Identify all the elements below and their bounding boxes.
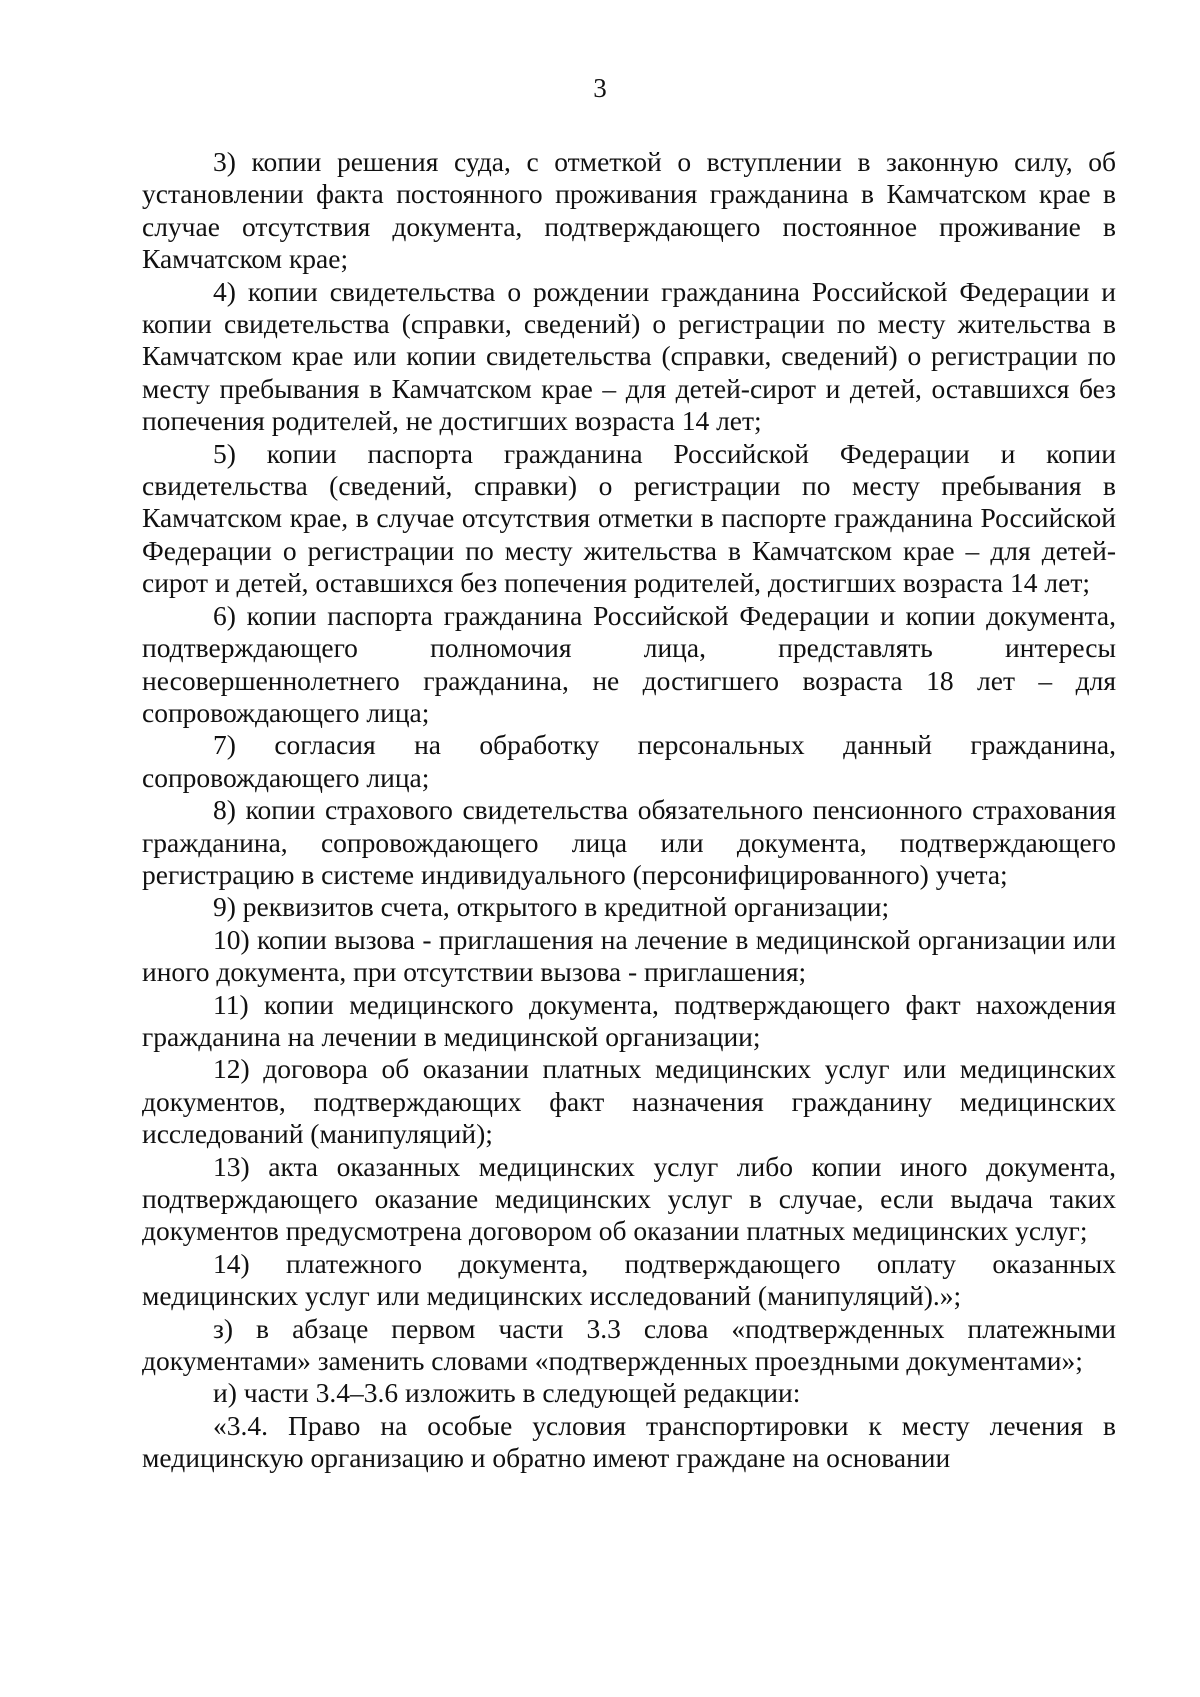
- amendment-paragraph-z: з) в абзаце первом части 3.3 слова «подтвержденных платежными документами» заменить словами «подтвержденных проездными документами»;: [142, 1312, 1116, 1377]
- paragraph-item-14: 14) платежного документа, подтверждающего оплату оказанных медицинских услуг или медицинских исследований (манипуляций).»;: [142, 1247, 1116, 1312]
- paragraph-item-13: 13) акта оказанных медицинских услуг либо копии иного документа, подтверждающего оказание медицинских услуг в случае, если выдача таких документов предусмотрена договором об оказании платных медицинских услуг;: [142, 1150, 1116, 1247]
- paragraph-item-4: 4) копии свидетельства о рождении гражданина Российской Федерации и копии свидетельства (справки, сведений) о регистрации по месту жительства в Камчатском крае или копии свидетельства (справки, сведений) о регистрации по месту пребывания в Камчатском крае – для детей-сирот и детей, оставшихся без попечения родителей, не достигших возраста 14 лет;: [142, 275, 1116, 437]
- amendment-paragraph-i: и) части 3.4–3.6 изложить в следующей редакции:: [213, 1377, 801, 1409]
- paragraph-item-10: 10) копии вызова - приглашения на лечение в медицинской организации или иного документа, при отсутствии вызова - приглашения;: [142, 923, 1116, 988]
- page-number: 3: [593, 73, 607, 103]
- section-3-4-paragraph: «3.4. Право на особые условия транспортировки к месту лечения в медицинскую организацию и обратно имеют граждане на основании: [142, 1409, 1116, 1474]
- paragraph-item-12: 12) договора об оказании платных медицинских услуг или медицинских документов, подтверждающих факт назначения гражданину медицинских исследований (манипуляций);: [142, 1053, 1116, 1150]
- paragraph-item-7: 7) согласия на обработку персональных данный гражданина, сопровождающего лица;: [142, 729, 1116, 793]
- document-body: [142, 146, 1116, 1475]
- paragraph-item-8: 8) копии страхового свидетельства обязательного пенсионного страхования гражданина, сопровождающего лица или документа, подтверждающего регистрацию в системе индивидуального (персонифицированного) учета;: [142, 794, 1116, 890]
- paragraph-item-9: 9) реквизитов счета, открытого в кредитной организации;: [213, 891, 890, 923]
- paragraph-item-11: 11) копии медицинского документа, подтверждающего факт нахождения гражданина на лечении в медицинской организации;: [142, 988, 1116, 1052]
- paragraph-item-3: 3) копии решения суда, с отметкой о вступлении в законную силу, об установлении факта постоянного проживания гражданина в Камчатском крае в случае отсутствия документа, подтверждающего постоянное проживание в Камчатском крае;: [142, 146, 1116, 275]
- paragraph-item-6: 6) копии паспорта гражданина Российской Федерации и копии документа, подтверждающего полномочия лица, представлять интересы несовершеннолетнего гражданина, не достигшего возраста 18 лет – для сопровождающего лица;: [142, 599, 1116, 728]
- paragraph-item-5: 5) копии паспорта гражданина Российской Федерации и копии свидетельства (сведений, справки) о регистрации по месту пребывания в Камчатском крае, в случае отсутствия отметки в паспорте гражданина Российской Федерации о регистрации по месту жительства в Камчатском крае – для детей-сирот и детей, оставшихся без попечения родителей, достигших возраста 14 лет;: [142, 437, 1116, 599]
